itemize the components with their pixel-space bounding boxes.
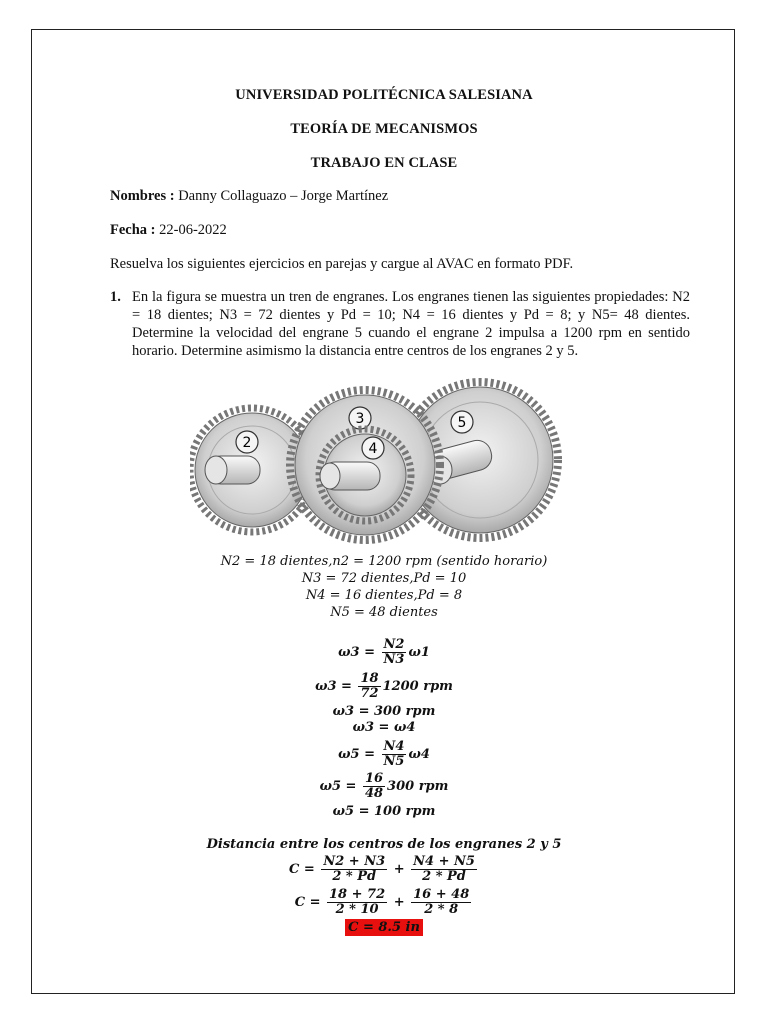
eq-w5b-lhs: ω5 = (319, 779, 357, 794)
eq-c-substituted (0, 888, 768, 917)
eq-c1-num1: N2 + N3 (323, 854, 386, 869)
eq-w3-formula (0, 638, 768, 667)
names-line (110, 188, 388, 205)
eq-c2-fraction-1 (327, 888, 387, 917)
eq-w3-result: ω3 = 300 rpm (332, 704, 436, 719)
exercise-number: 1. (110, 289, 121, 305)
eq-c-result-row (0, 920, 768, 935)
eq-c-formula (0, 855, 768, 884)
gear-4 (319, 429, 411, 521)
given-n4: N4 = 16 dientes,Pd = 8 (305, 588, 463, 603)
eq-w5-formula (0, 740, 768, 769)
course-title: TEORÍA DE MECANISMOS (290, 121, 478, 137)
eq-w3b-fraction (358, 672, 380, 701)
eq-w3-lhs: ω3 = (338, 645, 375, 660)
eq-c1-den2: 2 * Pd (422, 869, 466, 884)
eq-w3b-lhs: ω3 = (315, 679, 352, 694)
gear-4-label: 4 (368, 441, 378, 457)
gear-3-label: 3 (355, 411, 365, 427)
eq-c2-den2: 2 * 8 (424, 902, 459, 917)
eq-c1-plus: + (393, 862, 405, 877)
eq-w5-substituted (0, 772, 768, 801)
eq-c-result: C = 8.5 in (345, 919, 423, 936)
gear-2-label: 2 (242, 435, 252, 451)
gear-train-figure (190, 370, 570, 550)
eq-c1-fraction-1 (321, 855, 387, 884)
given-n3: N3 = 72 dientes,Pd = 10 (301, 571, 467, 586)
date-value: 22-06-2022 (155, 222, 227, 238)
eq-w5-num: N4 (383, 739, 405, 754)
eq-w3b-rhs: 1200 rpm (382, 679, 453, 694)
eq-w5-den: N5 (383, 754, 405, 769)
eq-w3b-den: 72 (360, 686, 379, 701)
eq-w3-equals-w4: ω3 = ω4 (352, 720, 416, 735)
eq-w3-rhs: ω1 (408, 645, 430, 660)
eq-w3-den: N3 (383, 652, 405, 667)
eq-w5b-num: 16 (364, 771, 384, 786)
eq-c2-lhs: C = (294, 895, 321, 910)
eq-w5-result: ω5 = 100 rpm (332, 804, 436, 819)
eq-w3-num: N2 (383, 637, 405, 652)
eq-c1-den1: 2 * Pd (332, 869, 377, 884)
eq-c2-den1: 2 * 10 (335, 902, 379, 917)
date-line (110, 222, 227, 239)
eq-w5b-den: 48 (364, 786, 384, 801)
eq-w5-rhs: ω4 (408, 747, 430, 762)
eq-w3-fraction (382, 638, 407, 667)
eq-w3b-num: 18 (360, 671, 379, 686)
exercise-text: En la figura se muestra un tren de engranes. Los engranes tienen las siguientes propiedades: N2 = 18 dientes; N3 = 72 dientes y Pd = 10; N4 = 16 dientes y Pd = 8; y N5= 48 dientes. Determine la velocidad del engrane 5 cuando el engrane 2 impulsa a 1200 rpm en sentido horario. Determine asimismo la distancia entre centros de los engranes 2 y 5. (132, 289, 690, 359)
eq-w5b-rhs: 300 rpm (387, 779, 449, 794)
eq-w5-lhs: ω5 = (338, 747, 375, 762)
given-n2: N2 = 18 dientes,n2 = 1200 rpm (sentido horario) (220, 554, 548, 569)
eq-w5b-fraction (363, 772, 385, 801)
eq-c2-num1: 18 + 72 (329, 887, 386, 902)
eq-w3-substituted (0, 672, 768, 701)
eq-c1-fraction-2 (411, 855, 477, 884)
university-title: UNIVERSIDAD POLITÉCNICA SALESIANA (235, 87, 533, 103)
eq-w5-fraction (382, 740, 407, 769)
date-label: Fecha : (110, 222, 156, 238)
eq-c1-num2: N4 + N5 (413, 854, 475, 869)
eq-c1-lhs: C = (289, 862, 315, 877)
names-value: Danny Collaguazo – Jorge Martínez (174, 188, 389, 204)
exercise-1 (110, 288, 690, 360)
names-label: Nombres : (110, 188, 175, 204)
eq-c2-num2: 16 + 48 (413, 887, 470, 902)
given-n5: N5 = 48 dientes (330, 605, 438, 620)
distance-title: Distancia entre los centros de los engranes 2 y 5 (206, 837, 562, 852)
eq-c2-fraction-2 (411, 888, 471, 917)
gear-5-label: 5 (457, 415, 467, 431)
instructions: Resuelva los siguientes ejercicios en parejas y cargue al AVAC en formato PDF. (110, 256, 574, 272)
eq-c2-plus: + (393, 895, 405, 910)
work-title: TRABAJO EN CLASE (310, 155, 458, 171)
